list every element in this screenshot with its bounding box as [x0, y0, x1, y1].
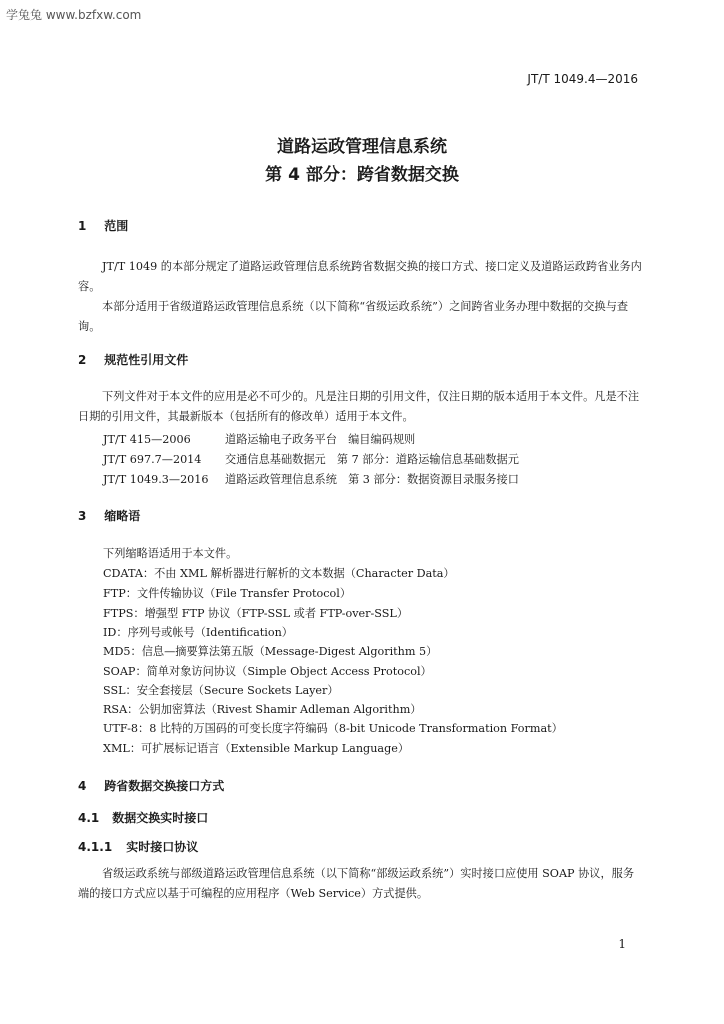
abbreviation-item: ID：序列号或帐号（Identification）: [103, 626, 293, 639]
section-number: 3: [78, 509, 87, 523]
abbreviation-item: SOAP：简单对象访问协议（Simple Object Access Protocol）: [103, 665, 432, 678]
section-number: 1: [78, 219, 87, 233]
section-number: 4: [78, 779, 87, 793]
document-title-line-1: 道路运政管理信息系统: [277, 137, 447, 157]
section-title: 数据交换实时接口: [112, 811, 209, 825]
section-2-heading: [78, 351, 188, 368]
section-4-heading: [78, 777, 224, 794]
document-title-line-2: 第 4 部分：跨省数据交换: [265, 165, 459, 185]
abbreviation-item: CDATA：不由 XML 解析器进行解析的文本数据（Character Data）: [103, 567, 455, 580]
section-title: 实时接口协议: [126, 840, 199, 854]
abbreviation-item: FTP：文件传输协议（File Transfer Protocol）: [103, 587, 352, 600]
abbreviation-item: MD5：信息—摘要算法第五版（Message-Digest Algorithm 5）: [103, 645, 438, 658]
reference-code: JT/T 697.7—2014: [103, 453, 202, 466]
standard-code: JT/T 1049.4—2016: [527, 72, 638, 86]
section-4-1-1-body: [78, 864, 644, 904]
section-title: 范围: [104, 219, 129, 233]
abbreviation-item: SSL：安全套接层（Secure Sockets Layer）: [103, 684, 339, 697]
section-title: 跨省数据交换接口方式: [104, 779, 225, 793]
section-number: 2: [78, 353, 87, 367]
page-number: 1: [618, 937, 626, 951]
section-title: 规范性引用文件: [104, 353, 189, 367]
section-4-1-1-heading: [78, 838, 198, 855]
abbreviation-item: RSA：公钥加密算法（Rivest Shamir Adleman Algorithm）: [103, 703, 422, 716]
site-watermark: 学兔兔 www.bzfxw.com: [6, 8, 142, 22]
reference-title: 交通信息基础数据元 第 7 部分：道路运输信息基础数据元: [225, 453, 519, 466]
abbreviation-item: FTPS：增强型 FTP 协议（FTP-SSL 或者 FTP-over-SSL）: [103, 607, 409, 620]
section-4-1-heading: [78, 809, 208, 826]
abbreviation-item: UTF-8：8 比特的万国码的可变长度字符编码（8-bit Unicode Transformation Format）: [103, 722, 563, 735]
reference-item: [103, 431, 415, 447]
reference-title: 道路运输电子政务平台 编目编码规则: [225, 433, 416, 446]
reference-code: JT/T 415—2006: [103, 433, 191, 446]
section-number: 4.1.1: [78, 840, 113, 854]
reference-title: 道路运政管理信息系统 第 3 部分：数据资源目录服务接口: [225, 473, 519, 486]
section-number: 4.1: [78, 811, 100, 825]
paragraph: 省级运政系统与部级道路运政管理信息系统（以下简称“部级运政系统”）实时接口应使用 SOAP 协议，服务端的接口方式应以基于可编程的应用程序（Web Service）方式提供。: [78, 867, 635, 900]
paragraph: 下列文件对于本文件的应用是必不可少的。凡是注日期的引用文件，仅注日期的版本适用于本文件。凡是不注日期的引用文件，其最新版本（包括所有的修改单）适用于本文件。: [78, 390, 640, 423]
section-1-body: [78, 257, 644, 337]
section-title: 缩略语: [104, 509, 141, 523]
section-3-heading: [78, 507, 140, 524]
section-1-heading: [78, 217, 128, 234]
reference-item: [103, 451, 519, 467]
reference-code: JT/T 1049.3—2016: [103, 473, 209, 486]
section-2-intro: [78, 387, 644, 427]
abbreviation-item: XML：可扩展标记语言（Extensible Markup Language）: [103, 742, 410, 755]
abbreviations-intro: 下列缩略语适用于本文件。: [103, 547, 238, 560]
paragraph: JT/T 1049 的本部分规定了道路运政管理信息系统跨省数据交换的接口方式、接口定义及道路运政跨省业务内容。: [78, 260, 642, 293]
paragraph: 本部分适用于省级道路运政管理信息系统（以下简称“省级运政系统”）之间跨省业务办理中数据的交换与查询。: [78, 300, 629, 333]
reference-item: [103, 471, 519, 487]
